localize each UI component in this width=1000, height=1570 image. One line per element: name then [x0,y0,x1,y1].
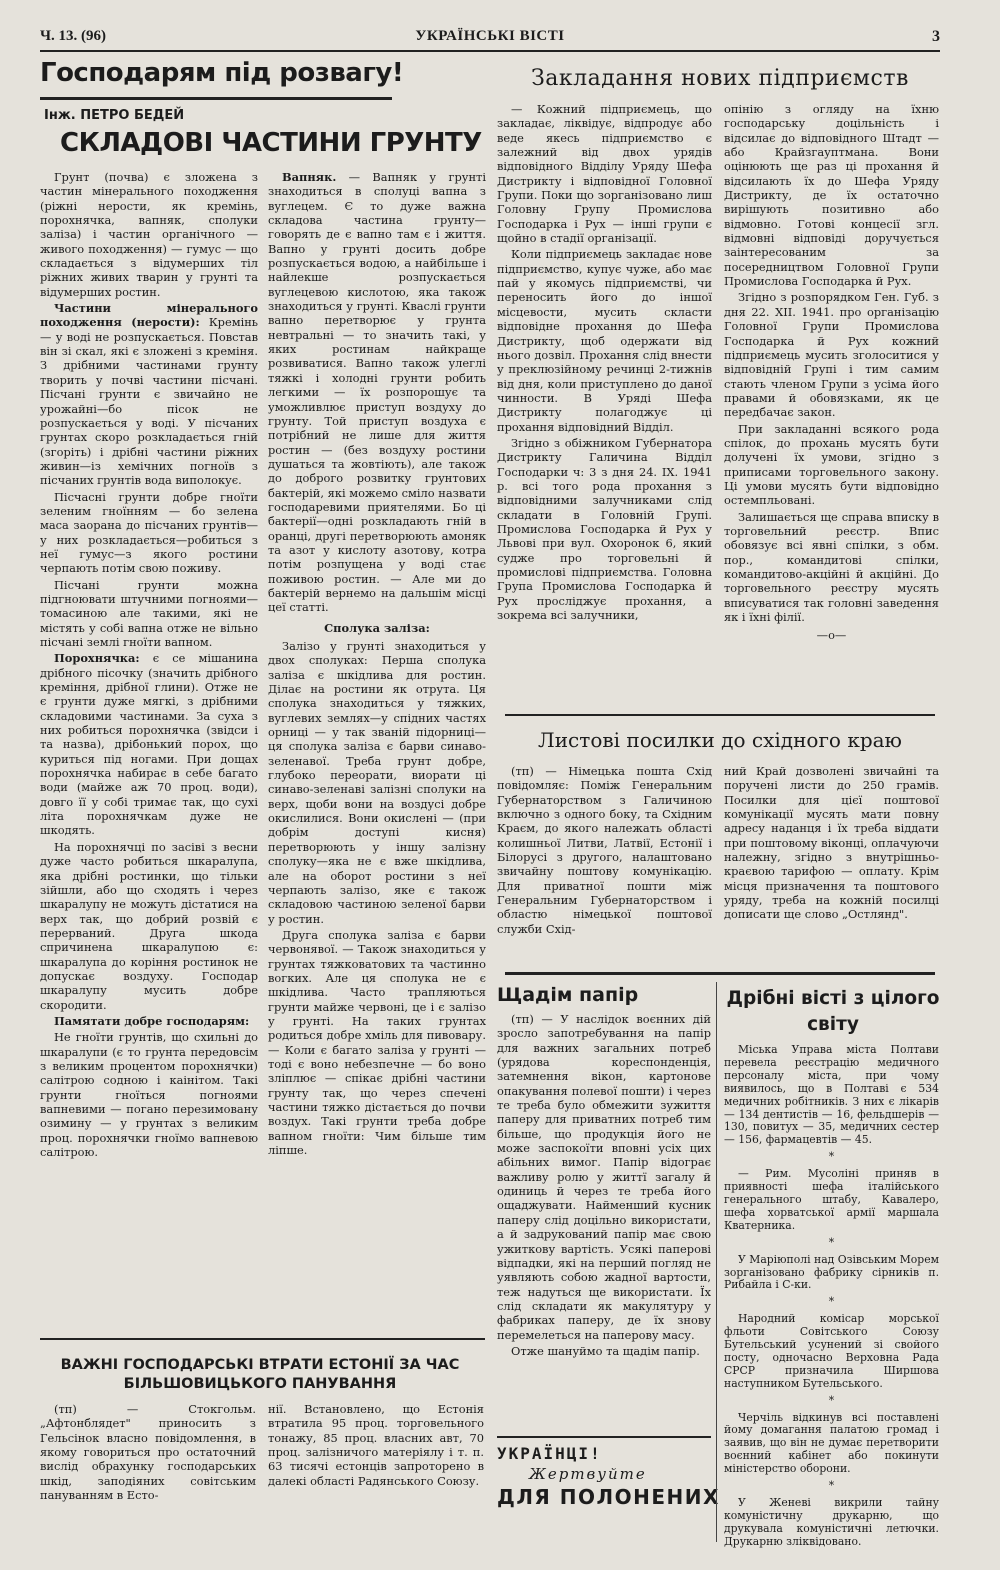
paragraph: ний Край дозволені звичайні та поручені листи до 250 грамів. Посилки для цієї поштової комунікації мусять мати повну адресу наданця і їх треба віддати при поштовому віконці, оплачуючи належну, згідно з внутрішньо-краєвою тарифою — оплату. Крім місця призначення та поштового уряду, треба на кожній посилці дописати ще слово „Остлянд". [724,764,939,922]
paragraph: Згідно з обіжником Губернатора Дистрикту Галичина Відділ Господарки ч: 3 з дня 24. IX. 1941 р. всі того рода прохання з відповідними залучниками слід складати в Головній Групі. Промислова Господарка й Рух у Львові при вул. Охоронок 6, який судже про торговельні й промислові підприємства. Головна Група Промислова Господарка й Рух просліджує прохання, а зокрема всі залучники, [497,435,712,623]
appeal-line-3: ДЛЯ ПОЛОНЕНИХ [497,1485,720,1509]
iron-subheading: Сполука заліза: [324,620,430,635]
paragraph [40,651,258,837]
masthead [40,28,940,48]
paragraph: Згідно з розпорядком Ген. Губ. з дня 22. XII. 1941. про організацію Головної Групи Промислова Господарка й Рух кожний підприємець мусить зголоситися у відповідній Групі і тим самим стають членом Групи з усіма його правами й обовязками, як це передбачає закон. [724,290,939,420]
parcels-right [724,764,939,922]
end-mark: —о— [816,628,847,643]
paragraph: Пісчасні грунти добре гноїти зеленим гноїнням — бо зелена маса заорана до пісчаних грунтів—у них розкладається—робиться з неї гумус—з якого ростини черпають потім свою поживу. [40,489,258,576]
enterprises-right [724,102,939,647]
remember-lead: Памятати добре господарям: [54,1013,250,1028]
paper-column [497,1012,711,1358]
paragraph [268,170,486,615]
newspaper-title: УКРАЇНСЬКІ ВІСТІ [415,28,565,44]
enterprises-left [497,102,712,622]
paragraph: Грунт (почва) є зложена з частин мінерального походження (ріжні нерости, як кремінь, порохнячка, вапняк, сполуки заліза) і частин органічного — живого походження) — гумус — що складається з відумерших тіл ріжних живих тварин у грунті та відумерших ростин. [40,170,258,299]
paragraph: На порохнячці по засіві з весни дуже часто робиться шкаралупа, яка дрібні ростинки, що тільки зійшли, або що сходять і через шкаралупу не можуть дістатися на верх так, що добрий розвій є перерваний. Друга шкода спричинена шкаралупою є: шкаралупа до коріння ростинок не допускає воздуху. Господар шкаралупу мусить добре скородити. [40,839,258,1012]
appeal-rule [497,1436,711,1438]
appeal-line-1: УКРАЇНЦІ! [497,1444,602,1463]
poroch-lead: Порохнячка: [54,651,140,666]
poroch-text: є се мішанина дрібного пісочку (значить дрібного креміння, дрібної глини). Отже не є грунти дуже мягкі, з дрібними складовими частинами. За суха з них робиться порохнячка (звідси і та назва), дрібонький порох, що куриться під ногами. При дощах порохнячка набирає в себе багато води (майже аж 70 проц. води), довго її у собі тримає так, що сухі літа порохнячкам дуже не шкодять. [40,651,258,838]
paragraph: опінію з огляду на їхню господарську доцільність і відсилає до відповідного Штадт — або Крайзгауптмана. Вони оцінюють ще раз ці прохання й відсилають їх до Шефа Уряду Дистрикту, де їх остаточно вирішують позитивно або відмовно. Готові концесії згл. відмовні відповіді доручується заінтересованим за посередництвом Головної Групи Промислова Господарка й Рух. [724,102,939,289]
rubric-underline [40,97,392,100]
news-item: У Женеві викрили тайну комуністичну друкарню, що друкувала комуністичні летючки. Друкарню зліквідовано. [724,1496,939,1548]
news-item: Міська Управа міста Полтави перевела реєстрацію медичного персоналу міста, при чому виявилось, що в Полтаві є 534 медичних робітників. З них є лікарів — 134 дентистів — 16, фельдшерів — 130, повитух — 35, медичних сестер — 156, фармацевтів — 45. [724,1043,939,1147]
parcels-top-rule [505,714,935,716]
paragraph: Отже шануймо та щадім папір. [511,1343,700,1358]
world-column [724,1044,939,1549]
paper-title: Щадім папір [497,984,639,1006]
news-item: У Маріюполі над Озівським Морем зорганізовано фабрику сірників п. Рибайла і С-ки. [724,1252,939,1292]
paragraph: Не гноїти грунтів, що схильні до шкаралупи (є то грунта передовсім з великим процентом порохнячки) салітрою содною і каінітом. Такі грунти гноїться погноями вапневими — погано перезимовану озимину — у грунтах з великим проц. порохнячки гноїмо вапневою салітрою. [40,1030,258,1160]
appeal-block [497,1444,720,1509]
paragraph: Друга сполука заліза є барви червонявої. — Також знаходиться у грунтах тяжковатових та частинно вогких. Але ця сполука не є шкідлива. Часто трапляються грунти майже червоні, це і є залізо у грунті. На таких грунтах родиться добре хміль для пивовару. — Коли є багато заліза у грунті — тоді є воно небезпечне — бо воно зліплює — спікає дрібні частини грунту так, що через спечені частини тяжко дістається до почви воздух. Такі грунти треба добре вапном гноїти: Чим більше тим ліпше. [268,927,486,1158]
estonia-right [268,1402,484,1488]
paragraph: (тп) — Стокгольм. „Афтонблядет" приносить з Гельсінок власно повідомлення, в якому говориться про остаточний вислід обрахунку господарських шкід, заподіяних совітським пануванням в Есто- [40,1402,256,1503]
article-author: Інж. ПЕТРО БЕДЕЙ [44,108,185,123]
page-number: 3 [932,28,940,45]
appeal-line-2: Жертвуйте [529,1465,647,1483]
lower-right-rule [505,972,935,975]
separator-star: * [828,1235,835,1249]
mineral-text: Кремінь — у воді не розпускається. Повстав він зі скал, які є зложені з креміня. З дрібними частинами грунту творить у почві частини пісчані. Пісчані грунти є звичайно не урожайні—бо пісок не розпускається у воді. У пісчаних грунтах скоро розкладається гній (згоріть) і дрібні частини ріжних живин—із хемічних погноїв з пісчаних грунтів вода виполокує. [40,315,258,488]
estonia-top-rule [40,1338,485,1340]
issue-number: Ч. 13. (96) [40,28,106,44]
vapnyak-text: — Вапняк у грунті знаходиться в сполуці вапна з вуглецем. Є то дуже важна складова частина грунту— говорять де є вапно там є і життя. Вапно у грунті досить добре розпускається водою, а найбільше і найлекше розпускається вуглецевою кислотою, яка також знаходиться у грунті. Кваслі грунти вапно перетворює у грунта невтральні — то значить такі, у яких ростинам найкраще розвиватися. Вапно також улеглі тяжкі і холодні грунти робить легкими — їх розпорошує та уможливлює приступ воздуху до грунту. Той приступ воздуха є потрібний не лише для життя ростин — (без воздуху ростини душаться та жовтіють), але також до доброго розвитку грунтових бактерій, які можемо сміло назвати господаревими приятелями. Бо ці бактерії—одні розкладають гній в оранці, другі перетворюють амоняк та азот у кислоту азотову, котра потім розпущена у воді стає поживою ростин. — Але ми до бактерій вернемо на дальшім місці цеї статті. [268,170,486,615]
paragraph: Залишається ще справа вписку в торговельний реєстр. Впис обовязує всі явні спілки, з обм. пор., командитові спілки, командитово-акційні й акційні. До торговельного реєстру мусять вписуватися так головні заведення як і їхні філії. [724,509,939,625]
paragraph: (тп) — Німецька пошта Схід повідомляє: Поміж Генеральним Губернаторством з Галичиною включно з одного боку, та Східним Краєм, до якого належать області колишньої Литви, Латвії, Естонії і Білорусі з другого, налаштовано звичайну поштову комунікацію. Для приватної пошти між Генеральним Губернаторством і областю німецької поштової служби Схід- [497,764,712,936]
news-item: Народний комісар морської фльоти Совітського Союзу Бутельський усунений зі свойого посту, одночасно Верховна Рада СРСР призначила Ширшова наступником Бутельського. [724,1312,939,1390]
article-title: СКЛАДОВІ ЧАСТИНИ ГРУНТУ [60,128,482,158]
separator-star: * [828,1150,835,1164]
paragraph: Пісчані грунти можна підгноювати штучними погноями—томасиною але такими, які не містять у собі вапна отже не вільно пісчані землі гноїти вапном. [40,577,258,649]
separator-star: * [828,1295,835,1309]
paragraph: Залізо у грунті знаходиться у двох сполуках: Перша сполука заліза є шкідлива для ростин. Ділає на ростини як отрута. Ця сполука знаходиться у тяжких, вуглевих землях—у спідних частях орниці — у так званій підорниці—ця сполука заліза є барви синаво-зеленавої. Треба грунт добре, глубоко переорати, виорати ці синаво-зеленаві залізні сполуки на верх, щоби вони на воздусі добре окислилися. Вони окислені — (при добрім доступі кисня) перетворюють у іншу залізну сполуку—яка не є вже шкідлива, але на оборот ростини з неї черпають залізо, яке є також складовою частиною зеленої барви у ростин. [268,639,486,926]
paragraph: нії. Встановлено, що Естонія втратила 95 проц. торговельного тонажу, 85 проц. власних авт, 70 проц. залізничого матеріялу і т. п. 63 тисячі естонців запроторено в далекі області Радянського Союзу. [268,1402,484,1488]
mineral-lead: Частини мінерального походження (нерости): [40,301,258,330]
enterprises-title: Закладання нових підприємств [531,66,909,91]
paragraph: — Кожний підприємець, що закладає, ліквідує, відпродує або веде якесь підприємство є залежний від двох урядів відповідного Відділу Уряду Шефа Дистрикту і відповідної Головної Групи. Поки що зорганізовано лиш Головну Групу Промислова Господарка і Рух — інші групи є щойно в стадії організації. [497,102,712,246]
estonia-title: ВАЖНІ ГОСПОДАРСЬКІ ВТРАТИ ЕСТОНІЇ ЗА ЧАС БІЛЬШОВИЦЬКОГО ПАНУВАННЯ [60,1357,460,1392]
separator-star: * [828,1479,835,1493]
parcels-title: Листові посилки до східного краю [538,728,902,752]
paragraph: (тп) — У наслідок воєнних дій зросло запотребування на папір для важних загальних потреб (урядова кореспонденція, затемнення вікон, картонове опакування полевої пошти) і через те треба було обмежити зужиття паперу для приватних потреб тим більше, що продукція його не може заспокоїти вповні усіх цих абільних вимог. Папір відограє важливу ролю у життї загалу й одиниць й через те треба його ощаджувати. Найменший кусник паперу слід доцільно використати, а й задрукований папір має свою ужиткову вартість. Усякі паперові відпадки, які на перший погляд не уявляють собою жадної вартости, теж надуться ще використати. Їх слід складати як макулятуру у фабриках паперу, де їх знову перемелеться на паперову масу. [497,1012,711,1342]
paragraph: При закладанні всякого рода спілок, до прохань мусять бути долучені їх умови, згідно з приписами торговельного закону. Ці умови мусять бути відповідно остемпльовані. [724,421,939,508]
paragraph [40,301,258,487]
news-item: — Рим. Мусоліні приняв в приявності шефа італійського генерального штабу, Кавалеро, шефа хорватської армії маршала Кватерника. [724,1167,939,1232]
paragraph: Коли підприємець закладає нове підприємство, купує чуже, або має пай у якомусь підприємстві, чи переносить його до іншої місцевости, мусить скласти відповідне прохання до Шефа Дистрикту, щоб одержати від нього дозвіл. Прохання слід внести у преклюзійному речинці 2-тижнів від дня, коли приступлено до даної чинности. В Уряді Шефа Дистрикту полагоджує ці прохання відповідний Відділ. [497,247,712,434]
soil-column-1 [40,170,258,1159]
vapnyak-lead: Вапняк. [282,170,337,184]
world-title: Дрібні вісті з цілого світу [726,988,940,1035]
soil-column-2 [268,170,486,1157]
masthead-rule [40,50,940,52]
news-item: Черчіль відкинув всі поставлені йому домагання палатою громад і заявив, що він не думає перетворити воєнний кабінет або покинути міністерство оборони. [724,1410,939,1476]
parcels-left [497,764,712,936]
world-column-divider [716,982,717,1542]
rubric-heading: Господарям під розвагу! [40,58,404,88]
estonia-left [40,1402,256,1502]
separator-star: * [828,1393,835,1407]
